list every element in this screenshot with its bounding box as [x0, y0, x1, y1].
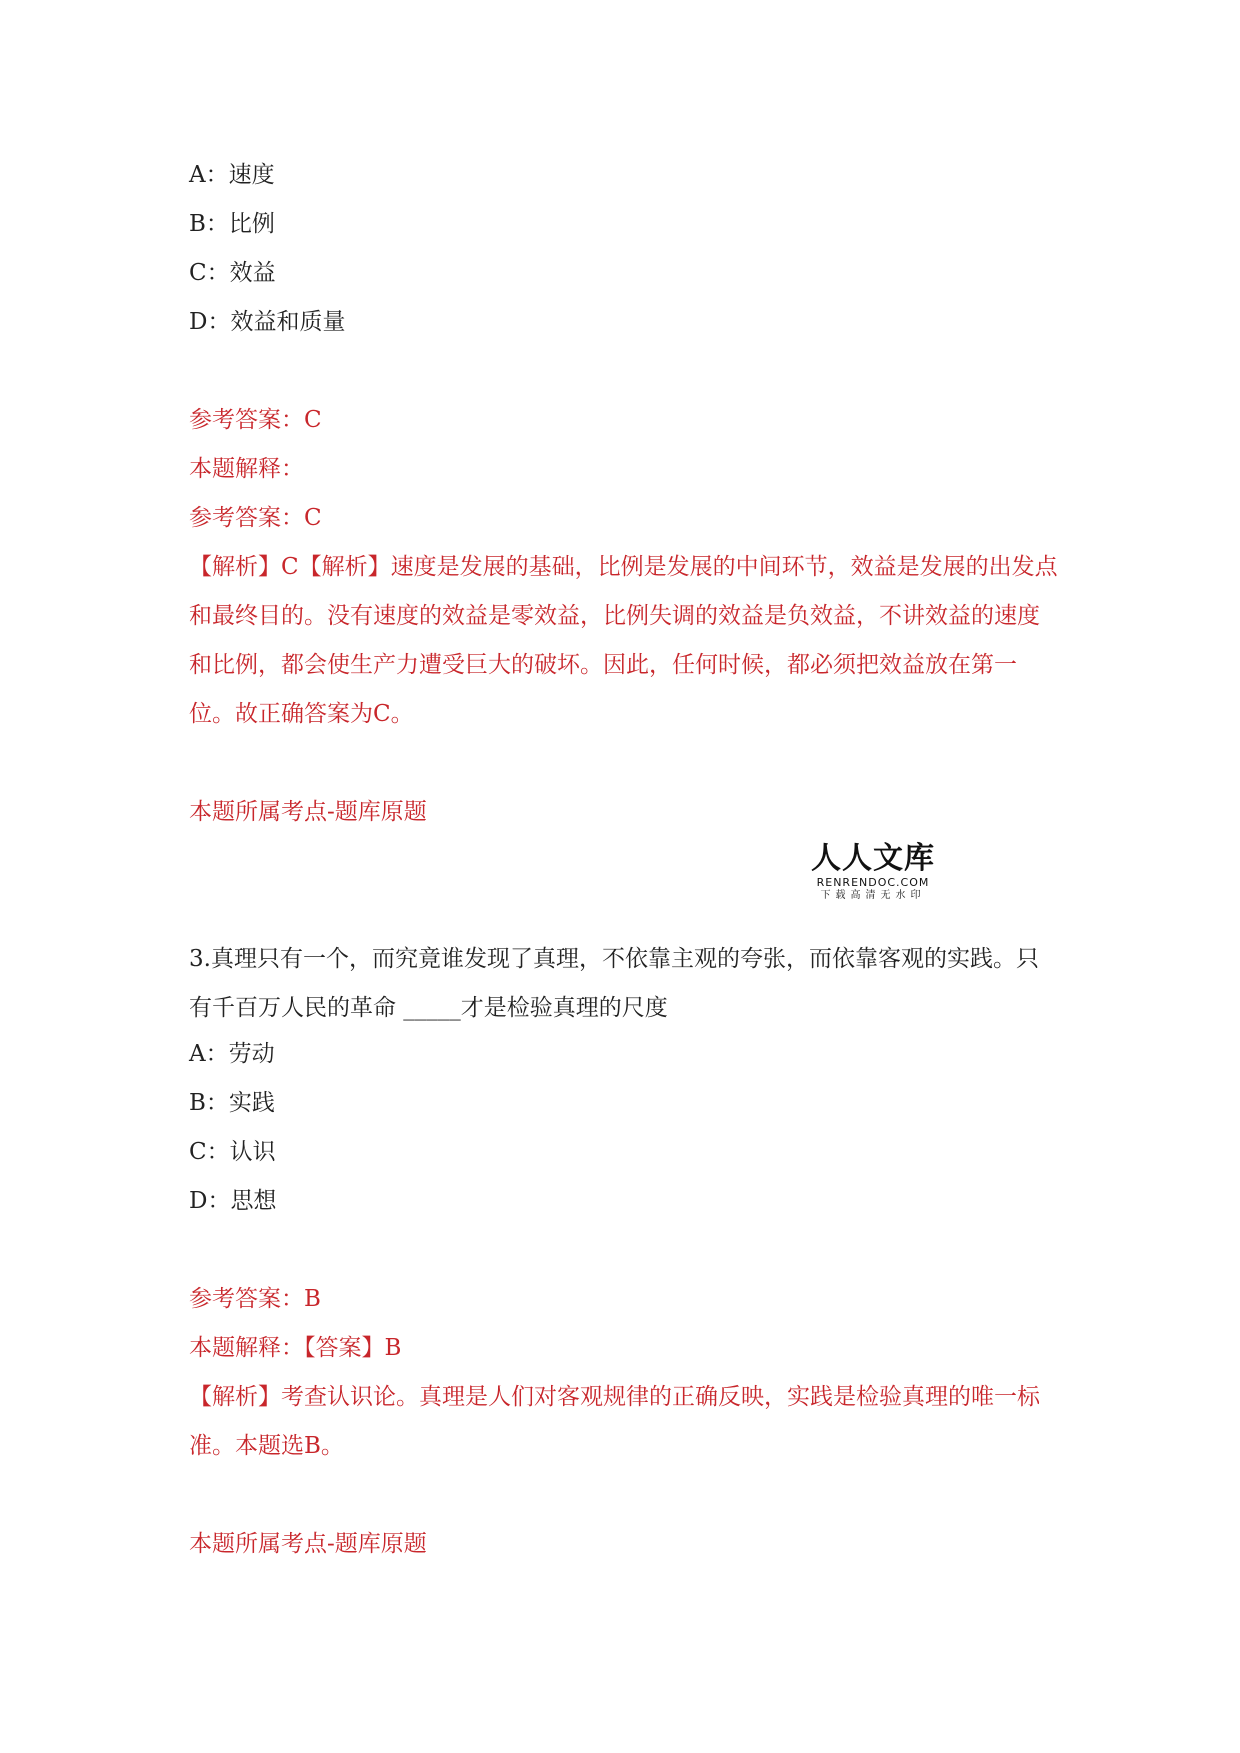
q3-topic: 本题所属考点-题库原题 — [189, 1531, 427, 1557]
q3-answer: 参考答案：B — [189, 1286, 321, 1312]
q3-option-d: D：思想 — [189, 1188, 277, 1214]
renrendoc-logo — [808, 842, 938, 902]
q2-option-a: A：速度 — [189, 162, 275, 188]
q3-option-c: C：认识 — [189, 1139, 276, 1165]
q2-analysis: 【解析】C【解析】速度是发展的基础，比例是发展的中间环节，效益是发展的出发点和最终目的。没有速度的效益是零效益，比例失调的效益是负效益，不讲效益的速度和比例，都会使生产力遭受巨大的破坏。因此，任何时候，都必须把效益放在第一位。故正确答案为C。 — [189, 554, 1058, 727]
q2-option-d: D：效益和质量 — [189, 309, 346, 335]
q2-answer: 参考答案：C — [189, 407, 322, 433]
logo-slogan: 下载高清无水印 — [820, 890, 926, 901]
logo-title: 人人文库 — [811, 841, 935, 876]
q2-topic: 本题所属考点-题库原题 — [189, 799, 427, 825]
q2-option-c: C：效益 — [189, 260, 276, 286]
q3-option-b: B：实践 — [189, 1090, 275, 1116]
logo-url: RENRENDOC.COM — [816, 876, 930, 889]
q3-explanation: 本题解释：【答案】B — [189, 1335, 402, 1361]
q3-stem: 3.真理只有一个，而究竟谁发现了真理，不依靠主观的夸张，而依靠客观的实践。只有千百万人民的革命 _____才是检验真理的尺度 — [189, 946, 1039, 1021]
q3-analysis: 【解析】考查认识论。真理是人们对客观规律的正确反映，实践是检验真理的唯一标准。本题选B。 — [189, 1384, 1040, 1459]
q2-answer-repeat: 参考答案：C — [189, 505, 322, 531]
q3-option-a: A：劳动 — [189, 1041, 275, 1067]
q2-option-b: B：比例 — [189, 211, 275, 237]
q2-explanation-label: 本题解释： — [189, 456, 304, 482]
